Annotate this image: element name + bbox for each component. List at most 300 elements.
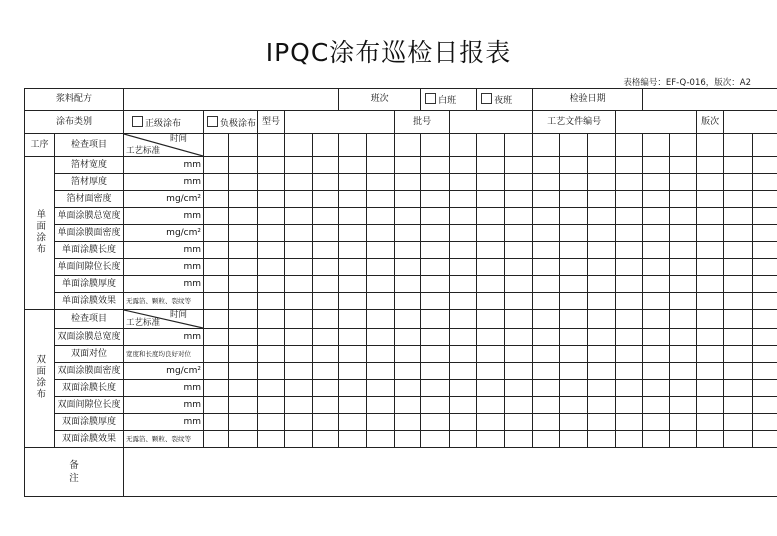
value-cell[interactable] <box>258 346 285 363</box>
value-cell[interactable] <box>670 157 697 174</box>
time-slot[interactable] <box>229 134 258 157</box>
value-cell[interactable] <box>229 380 258 397</box>
time-slot[interactable] <box>753 310 777 329</box>
value-cell[interactable] <box>421 346 450 363</box>
time-slot[interactable] <box>670 134 697 157</box>
value-cell[interactable] <box>505 431 533 448</box>
value-cell[interactable] <box>421 329 450 346</box>
value-cell[interactable] <box>313 397 339 414</box>
value-cell[interactable] <box>697 208 724 225</box>
value-cell[interactable] <box>367 225 395 242</box>
value-cell[interactable] <box>313 242 339 259</box>
value-cell[interactable] <box>450 329 477 346</box>
value-cell[interactable] <box>367 174 395 191</box>
value-cell[interactable] <box>697 414 724 431</box>
value-cell[interactable] <box>367 242 395 259</box>
value-cell[interactable] <box>533 329 560 346</box>
value-cell[interactable] <box>670 431 697 448</box>
value-cell[interactable] <box>285 276 313 293</box>
value-cell[interactable] <box>724 191 753 208</box>
value-cell[interactable] <box>204 225 229 242</box>
value-cell[interactable] <box>258 329 285 346</box>
batch-field[interactable] <box>450 111 533 134</box>
value-cell[interactable] <box>339 208 367 225</box>
time-slot[interactable] <box>670 310 697 329</box>
value-cell[interactable] <box>285 293 313 310</box>
value-cell[interactable] <box>697 346 724 363</box>
value-cell[interactable] <box>395 414 421 431</box>
value-cell[interactable] <box>229 431 258 448</box>
value-cell[interactable] <box>588 414 616 431</box>
value-cell[interactable] <box>477 293 505 310</box>
value-cell[interactable] <box>313 380 339 397</box>
value-cell[interactable] <box>395 174 421 191</box>
value-cell[interactable] <box>367 191 395 208</box>
value-cell[interactable] <box>339 380 367 397</box>
value-cell[interactable] <box>285 380 313 397</box>
value-cell[interactable] <box>258 276 285 293</box>
time-slot[interactable] <box>697 310 724 329</box>
value-cell[interactable] <box>560 191 588 208</box>
value-cell[interactable] <box>616 174 643 191</box>
value-cell[interactable] <box>505 191 533 208</box>
value-cell[interactable] <box>753 380 777 397</box>
value-cell[interactable] <box>753 259 777 276</box>
value-cell[interactable] <box>395 191 421 208</box>
value-cell[interactable] <box>616 414 643 431</box>
value-cell[interactable] <box>533 191 560 208</box>
value-cell[interactable] <box>724 329 753 346</box>
value-cell[interactable] <box>560 414 588 431</box>
time-slot[interactable] <box>285 310 313 329</box>
value-cell[interactable] <box>421 259 450 276</box>
value-cell[interactable] <box>258 259 285 276</box>
value-cell[interactable] <box>313 431 339 448</box>
value-cell[interactable] <box>204 208 229 225</box>
value-cell[interactable] <box>505 225 533 242</box>
value-cell[interactable] <box>450 363 477 380</box>
value-cell[interactable] <box>588 191 616 208</box>
value-cell[interactable] <box>643 259 670 276</box>
value-cell[interactable] <box>395 157 421 174</box>
value-cell[interactable] <box>450 259 477 276</box>
negative-coat-option[interactable] <box>204 111 258 134</box>
value-cell[interactable] <box>339 174 367 191</box>
value-cell[interactable] <box>670 346 697 363</box>
value-cell[interactable] <box>204 431 229 448</box>
value-cell[interactable] <box>229 242 258 259</box>
value-cell[interactable] <box>724 242 753 259</box>
value-cell[interactable] <box>724 157 753 174</box>
value-cell[interactable] <box>285 431 313 448</box>
value-cell[interactable] <box>395 208 421 225</box>
value-cell[interactable] <box>258 293 285 310</box>
value-cell[interactable] <box>643 174 670 191</box>
value-cell[interactable] <box>229 259 258 276</box>
value-cell[interactable] <box>367 293 395 310</box>
value-cell[interactable] <box>724 414 753 431</box>
value-cell[interactable] <box>450 397 477 414</box>
value-cell[interactable] <box>533 363 560 380</box>
value-cell[interactable] <box>450 208 477 225</box>
value-cell[interactable] <box>560 380 588 397</box>
time-slot[interactable] <box>450 134 477 157</box>
value-cell[interactable] <box>367 414 395 431</box>
value-cell[interactable] <box>505 293 533 310</box>
value-cell[interactable] <box>395 346 421 363</box>
value-cell[interactable] <box>616 276 643 293</box>
value-cell[interactable] <box>670 380 697 397</box>
time-slot[interactable] <box>724 310 753 329</box>
day-shift-checkbox[interactable] <box>425 93 436 104</box>
time-slot[interactable] <box>229 310 258 329</box>
value-cell[interactable] <box>724 431 753 448</box>
value-cell[interactable] <box>697 380 724 397</box>
value-cell[interactable] <box>616 208 643 225</box>
value-cell[interactable] <box>450 431 477 448</box>
value-cell[interactable] <box>588 293 616 310</box>
value-cell[interactable] <box>339 293 367 310</box>
value-cell[interactable] <box>339 225 367 242</box>
value-cell[interactable] <box>533 225 560 242</box>
value-cell[interactable] <box>670 293 697 310</box>
value-cell[interactable] <box>285 174 313 191</box>
time-slot[interactable] <box>588 134 616 157</box>
remarks-field[interactable] <box>124 448 777 497</box>
value-cell[interactable] <box>339 414 367 431</box>
time-slot[interactable] <box>258 134 285 157</box>
value-cell[interactable] <box>258 380 285 397</box>
value-cell[interactable] <box>395 293 421 310</box>
value-cell[interactable] <box>477 242 505 259</box>
value-cell[interactable] <box>643 157 670 174</box>
value-cell[interactable] <box>285 329 313 346</box>
value-cell[interactable] <box>560 397 588 414</box>
value-cell[interactable] <box>670 225 697 242</box>
value-cell[interactable] <box>697 157 724 174</box>
value-cell[interactable] <box>505 346 533 363</box>
time-slot[interactable] <box>367 134 395 157</box>
value-cell[interactable] <box>367 431 395 448</box>
value-cell[interactable] <box>229 225 258 242</box>
value-cell[interactable] <box>204 174 229 191</box>
value-cell[interactable] <box>616 157 643 174</box>
time-slot[interactable] <box>339 134 367 157</box>
time-slot[interactable] <box>697 134 724 157</box>
value-cell[interactable] <box>670 259 697 276</box>
value-cell[interactable] <box>395 259 421 276</box>
value-cell[interactable] <box>588 397 616 414</box>
value-cell[interactable] <box>258 174 285 191</box>
value-cell[interactable] <box>339 363 367 380</box>
value-cell[interactable] <box>697 191 724 208</box>
value-cell[interactable] <box>533 346 560 363</box>
value-cell[interactable] <box>421 157 450 174</box>
value-cell[interactable] <box>505 380 533 397</box>
value-cell[interactable] <box>616 431 643 448</box>
value-cell[interactable] <box>533 157 560 174</box>
time-slot[interactable] <box>395 134 421 157</box>
value-cell[interactable] <box>477 380 505 397</box>
model-field[interactable] <box>285 111 395 134</box>
value-cell[interactable] <box>697 174 724 191</box>
value-cell[interactable] <box>450 276 477 293</box>
value-cell[interactable] <box>616 259 643 276</box>
value-cell[interactable] <box>533 276 560 293</box>
value-cell[interactable] <box>339 397 367 414</box>
value-cell[interactable] <box>560 293 588 310</box>
value-cell[interactable] <box>229 276 258 293</box>
value-cell[interactable] <box>697 242 724 259</box>
value-cell[interactable] <box>560 276 588 293</box>
value-cell[interactable] <box>339 242 367 259</box>
time-slot[interactable] <box>533 134 560 157</box>
value-cell[interactable] <box>697 431 724 448</box>
value-cell[interactable] <box>313 363 339 380</box>
value-cell[interactable] <box>588 157 616 174</box>
value-cell[interactable] <box>670 397 697 414</box>
value-cell[interactable] <box>753 174 777 191</box>
value-cell[interactable] <box>643 380 670 397</box>
time-slot[interactable] <box>258 310 285 329</box>
value-cell[interactable] <box>313 259 339 276</box>
value-cell[interactable] <box>395 276 421 293</box>
time-slot[interactable] <box>313 310 339 329</box>
value-cell[interactable] <box>395 242 421 259</box>
value-cell[interactable] <box>258 225 285 242</box>
value-cell[interactable] <box>588 225 616 242</box>
value-cell[interactable] <box>367 363 395 380</box>
value-cell[interactable] <box>204 329 229 346</box>
value-cell[interactable] <box>560 259 588 276</box>
value-cell[interactable] <box>229 397 258 414</box>
value-cell[interactable] <box>643 363 670 380</box>
value-cell[interactable] <box>421 174 450 191</box>
value-cell[interactable] <box>258 208 285 225</box>
value-cell[interactable] <box>477 208 505 225</box>
value-cell[interactable] <box>724 225 753 242</box>
value-cell[interactable] <box>421 242 450 259</box>
value-cell[interactable] <box>505 414 533 431</box>
value-cell[interactable] <box>643 346 670 363</box>
value-cell[interactable] <box>724 259 753 276</box>
value-cell[interactable] <box>753 276 777 293</box>
value-cell[interactable] <box>477 191 505 208</box>
value-cell[interactable] <box>533 208 560 225</box>
value-cell[interactable] <box>285 397 313 414</box>
value-cell[interactable] <box>533 431 560 448</box>
time-slot[interactable] <box>533 310 560 329</box>
value-cell[interactable] <box>697 259 724 276</box>
value-cell[interactable] <box>588 431 616 448</box>
value-cell[interactable] <box>421 414 450 431</box>
value-cell[interactable] <box>339 276 367 293</box>
value-cell[interactable] <box>724 276 753 293</box>
value-cell[interactable] <box>477 276 505 293</box>
value-cell[interactable] <box>560 329 588 346</box>
value-cell[interactable] <box>616 380 643 397</box>
time-slot[interactable] <box>450 310 477 329</box>
value-cell[interactable] <box>616 363 643 380</box>
time-slot[interactable] <box>560 134 588 157</box>
value-cell[interactable] <box>697 397 724 414</box>
value-cell[interactable] <box>450 191 477 208</box>
time-slot[interactable] <box>477 134 505 157</box>
value-cell[interactable] <box>753 157 777 174</box>
night-shift-option[interactable] <box>477 89 533 111</box>
value-cell[interactable] <box>505 208 533 225</box>
value-cell[interactable] <box>670 191 697 208</box>
value-cell[interactable] <box>753 414 777 431</box>
value-cell[interactable] <box>285 157 313 174</box>
value-cell[interactable] <box>560 242 588 259</box>
value-cell[interactable] <box>204 242 229 259</box>
value-cell[interactable] <box>670 276 697 293</box>
value-cell[interactable] <box>313 414 339 431</box>
value-cell[interactable] <box>588 259 616 276</box>
value-cell[interactable] <box>753 293 777 310</box>
value-cell[interactable] <box>616 397 643 414</box>
value-cell[interactable] <box>367 259 395 276</box>
time-slot[interactable] <box>421 310 450 329</box>
value-cell[interactable] <box>505 363 533 380</box>
version-field[interactable] <box>724 111 777 134</box>
value-cell[interactable] <box>670 414 697 431</box>
time-slot[interactable] <box>505 134 533 157</box>
value-cell[interactable] <box>395 329 421 346</box>
value-cell[interactable] <box>339 329 367 346</box>
value-cell[interactable] <box>670 208 697 225</box>
value-cell[interactable] <box>204 157 229 174</box>
time-slot[interactable] <box>395 310 421 329</box>
value-cell[interactable] <box>367 157 395 174</box>
value-cell[interactable] <box>616 225 643 242</box>
value-cell[interactable] <box>313 208 339 225</box>
value-cell[interactable] <box>450 225 477 242</box>
value-cell[interactable] <box>588 363 616 380</box>
value-cell[interactable] <box>285 208 313 225</box>
time-slot[interactable] <box>616 310 643 329</box>
value-cell[interactable] <box>670 174 697 191</box>
value-cell[interactable] <box>313 293 339 310</box>
value-cell[interactable] <box>395 363 421 380</box>
value-cell[interactable] <box>505 259 533 276</box>
value-cell[interactable] <box>616 329 643 346</box>
value-cell[interactable] <box>643 225 670 242</box>
value-cell[interactable] <box>505 157 533 174</box>
value-cell[interactable] <box>724 208 753 225</box>
value-cell[interactable] <box>229 191 258 208</box>
value-cell[interactable] <box>560 346 588 363</box>
negative-coat-checkbox[interactable] <box>207 116 218 127</box>
value-cell[interactable] <box>450 414 477 431</box>
value-cell[interactable] <box>285 259 313 276</box>
value-cell[interactable] <box>477 414 505 431</box>
value-cell[interactable] <box>477 363 505 380</box>
value-cell[interactable] <box>477 397 505 414</box>
value-cell[interactable] <box>285 414 313 431</box>
value-cell[interactable] <box>339 259 367 276</box>
value-cell[interactable] <box>421 293 450 310</box>
value-cell[interactable] <box>533 242 560 259</box>
value-cell[interactable] <box>285 191 313 208</box>
value-cell[interactable] <box>339 431 367 448</box>
value-cell[interactable] <box>533 259 560 276</box>
value-cell[interactable] <box>367 208 395 225</box>
value-cell[interactable] <box>533 397 560 414</box>
value-cell[interactable] <box>313 174 339 191</box>
value-cell[interactable] <box>724 174 753 191</box>
value-cell[interactable] <box>421 276 450 293</box>
value-cell[interactable] <box>477 329 505 346</box>
time-slot[interactable] <box>724 134 753 157</box>
value-cell[interactable] <box>753 346 777 363</box>
value-cell[interactable] <box>753 208 777 225</box>
value-cell[interactable] <box>421 380 450 397</box>
inspect-date-field[interactable] <box>643 89 777 111</box>
value-cell[interactable] <box>753 397 777 414</box>
value-cell[interactable] <box>204 276 229 293</box>
value-cell[interactable] <box>204 363 229 380</box>
value-cell[interactable] <box>724 346 753 363</box>
value-cell[interactable] <box>753 431 777 448</box>
value-cell[interactable] <box>477 431 505 448</box>
value-cell[interactable] <box>395 225 421 242</box>
value-cell[interactable] <box>258 397 285 414</box>
time-slot[interactable] <box>643 134 670 157</box>
value-cell[interactable] <box>450 380 477 397</box>
value-cell[interactable] <box>643 242 670 259</box>
value-cell[interactable] <box>753 329 777 346</box>
value-cell[interactable] <box>450 157 477 174</box>
time-slot[interactable] <box>616 134 643 157</box>
value-cell[interactable] <box>421 431 450 448</box>
value-cell[interactable] <box>505 174 533 191</box>
value-cell[interactable] <box>560 174 588 191</box>
value-cell[interactable] <box>643 276 670 293</box>
value-cell[interactable] <box>229 414 258 431</box>
value-cell[interactable] <box>204 259 229 276</box>
value-cell[interactable] <box>477 259 505 276</box>
value-cell[interactable] <box>395 397 421 414</box>
value-cell[interactable] <box>367 276 395 293</box>
value-cell[interactable] <box>560 157 588 174</box>
value-cell[interactable] <box>285 363 313 380</box>
value-cell[interactable] <box>505 329 533 346</box>
value-cell[interactable] <box>477 225 505 242</box>
value-cell[interactable] <box>229 363 258 380</box>
time-slot[interactable] <box>204 310 229 329</box>
value-cell[interactable] <box>670 242 697 259</box>
positive-coat-option[interactable] <box>124 111 204 134</box>
value-cell[interactable] <box>395 431 421 448</box>
value-cell[interactable] <box>724 363 753 380</box>
value-cell[interactable] <box>204 380 229 397</box>
value-cell[interactable] <box>697 225 724 242</box>
value-cell[interactable] <box>505 276 533 293</box>
value-cell[interactable] <box>229 329 258 346</box>
positive-coat-checkbox[interactable] <box>132 116 143 127</box>
value-cell[interactable] <box>367 329 395 346</box>
value-cell[interactable] <box>421 225 450 242</box>
value-cell[interactable] <box>588 276 616 293</box>
value-cell[interactable] <box>643 431 670 448</box>
value-cell[interactable] <box>421 363 450 380</box>
value-cell[interactable] <box>313 225 339 242</box>
value-cell[interactable] <box>421 191 450 208</box>
time-slot[interactable] <box>313 134 339 157</box>
value-cell[interactable] <box>533 414 560 431</box>
